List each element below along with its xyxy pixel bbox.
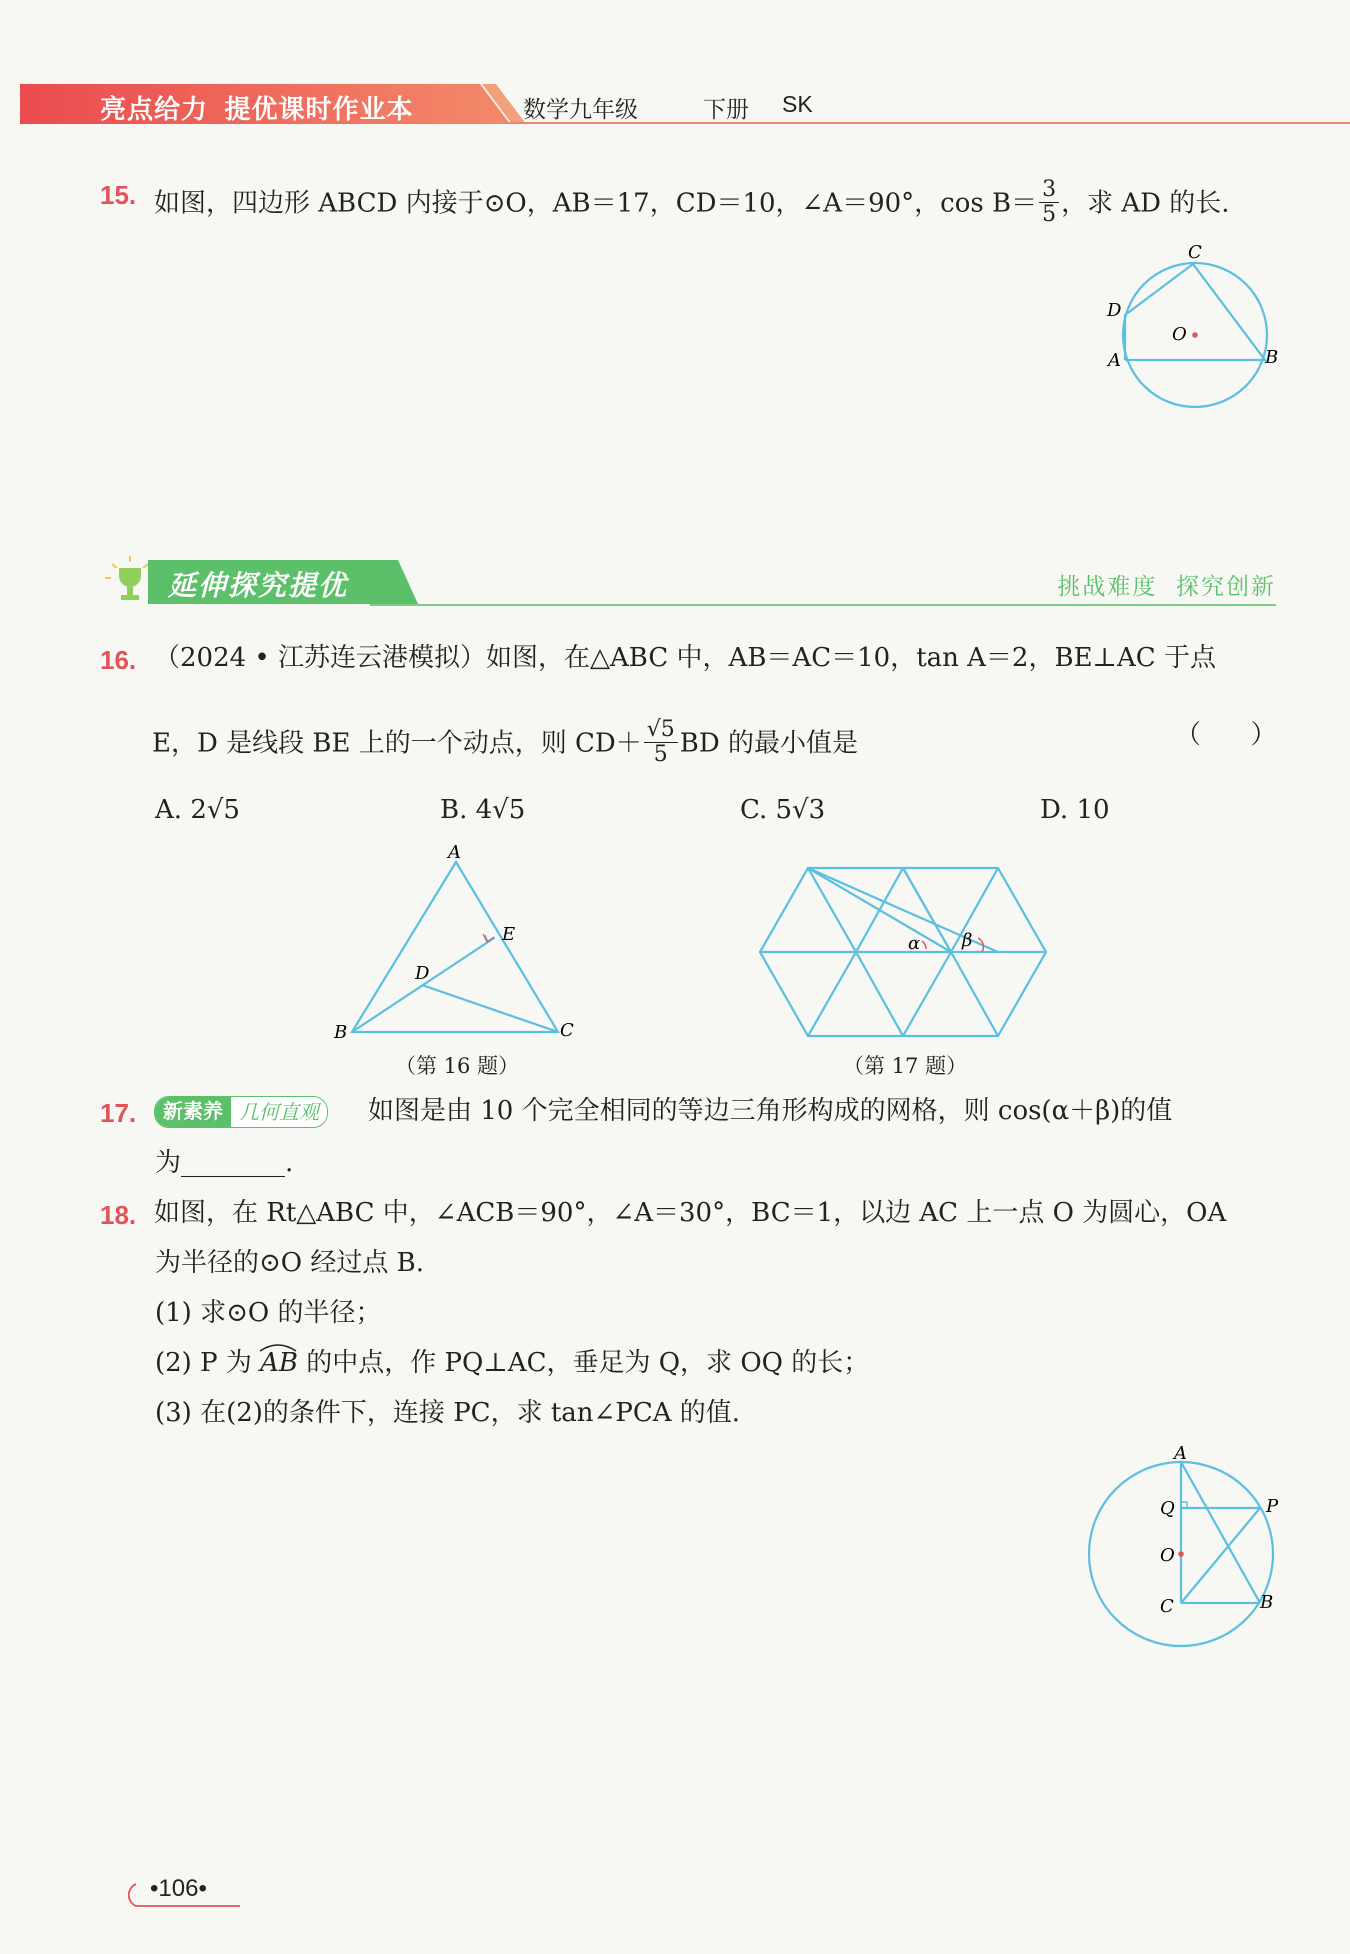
section-subtitle: 挑战难度 探究创新 xyxy=(1057,574,1276,600)
q16-option-a-label: A. xyxy=(155,795,183,825)
q16-fraction xyxy=(644,718,678,767)
q16-line1: （2024 • 江苏连云港模拟）如图，在△ABC 中，AB＝AC＝10，tan A＝2，BE⊥AC 于点 xyxy=(154,643,1216,673)
q17-figure xyxy=(750,860,1060,1040)
volume: 下册 xyxy=(703,96,749,122)
q18-figure xyxy=(1070,1440,1300,1660)
q16-frac-den: 5 xyxy=(653,742,668,767)
q18-label-C: C xyxy=(1160,1596,1174,1617)
arc-mark xyxy=(258,1342,298,1352)
q18-label-A: A xyxy=(1174,1443,1187,1464)
q16-option-c-value: 5√3 xyxy=(775,795,826,825)
q16-label-D: D xyxy=(415,963,430,984)
q18-part2-start: (2) P 为 xyxy=(155,1348,252,1378)
q15-text-main: 如图，四边形 ABCD 内接于⊙O，AB＝17，CD＝10，∠A＝90°，cos B＝ xyxy=(154,188,1038,219)
header-bar xyxy=(20,84,1334,124)
q16-line2-end: BD 的最小值是 xyxy=(679,728,858,759)
q17-line2: 为________. xyxy=(155,1148,294,1178)
page-number: •106• xyxy=(150,1875,207,1902)
q16-figure xyxy=(320,840,590,1040)
q16-line2 xyxy=(152,717,858,769)
q15-text-end: ，求 AD 的长. xyxy=(1061,188,1230,219)
q18-part2-end: 的中点，作 PQ⊥AC，垂足为 Q，求 OQ 的长； xyxy=(306,1348,870,1378)
q15-text xyxy=(154,177,1230,229)
q16-answer-paren: （ ） xyxy=(1175,720,1277,750)
q18-label-O: O xyxy=(1160,1545,1175,1566)
q15-fraction xyxy=(1039,178,1059,227)
q16-option-d-label: D. xyxy=(1040,795,1069,825)
q16-option-b xyxy=(440,797,525,823)
series-title: 亮点给力 提优课时作业本 xyxy=(100,94,414,124)
section-banner xyxy=(100,558,1276,608)
section-rule xyxy=(370,604,1276,606)
q18-line2: 为半径的⊙O 经过点 B. xyxy=(155,1248,425,1278)
q18-label-P: P xyxy=(1266,1496,1279,1517)
q17-tag-primary: 新素养 xyxy=(155,1097,231,1127)
q16-option-c-label: C. xyxy=(740,795,768,825)
q16-option-d-value: 10 xyxy=(1076,795,1110,825)
subject: 数学九年级 xyxy=(523,96,638,122)
q17-tag-secondary: 几何直观 xyxy=(231,1097,327,1127)
q18-arc-ab xyxy=(260,1350,298,1376)
q15-label-B: B xyxy=(1265,347,1279,368)
header-rule xyxy=(500,122,1350,124)
q17-label-alpha: α xyxy=(908,933,921,954)
q16-line2-start: E，D 是线段 BE 上的一个动点，则 CD＋ xyxy=(152,728,642,759)
q16-option-a-value: 2√5 xyxy=(190,795,240,825)
q18-line1: 如图，在 Rt△ABC 中，∠ACB＝90°，∠A＝30°，BC＝1，以边 AC 上一点 O 为圆心，OA xyxy=(154,1198,1227,1228)
q15-label-A: A xyxy=(1108,350,1121,371)
q16-option-b-value: 4√5 xyxy=(475,795,526,825)
q17-caption: （第 17 题） xyxy=(843,1054,968,1078)
section-title: 延伸探究提优 xyxy=(168,570,349,601)
q18-label-Q: Q xyxy=(1160,1498,1175,1519)
q18-number: 18. xyxy=(100,1200,137,1230)
q16-label-E: E xyxy=(502,924,516,945)
q15-frac-num: 3 xyxy=(1039,178,1059,203)
q16-option-b-label: B. xyxy=(440,795,468,825)
q16-option-c xyxy=(740,797,825,823)
q16-frac-num: √5 xyxy=(644,718,678,743)
q15-label-O: O xyxy=(1172,324,1187,345)
q17-tag xyxy=(154,1096,328,1128)
q17-line1: 如图是由 10 个完全相同的等边三角形构成的网格，则 cos(α＋β)的值 xyxy=(368,1096,1173,1126)
q16-number: 16. xyxy=(100,645,137,675)
q16-option-d xyxy=(1040,797,1110,823)
q15-frac-den: 5 xyxy=(1042,202,1057,227)
q15-figure xyxy=(1095,240,1295,420)
q15-label-D: D xyxy=(1107,300,1122,321)
q16-label-A: A xyxy=(448,842,461,863)
q16-caption: （第 16 题） xyxy=(395,1054,520,1078)
q18-label-B: B xyxy=(1260,1592,1274,1613)
q15-number: 15. xyxy=(100,180,137,210)
q16-label-B: B xyxy=(334,1022,348,1040)
q16-option-a xyxy=(155,797,240,823)
q16-label-C: C xyxy=(560,1020,574,1040)
q15-label-C: C xyxy=(1188,242,1202,263)
q18-part2 xyxy=(155,1350,869,1376)
q18-part3: (3) 在(2)的条件下，连接 PC，求 tan∠PCA 的值. xyxy=(155,1398,741,1428)
edition: SK xyxy=(782,91,813,117)
q17-label-beta: β xyxy=(962,930,973,951)
q18-arc-label: AB xyxy=(260,1348,299,1378)
q18-part1: (1) 求⊙O 的半径； xyxy=(155,1298,382,1328)
q17-number: 17. xyxy=(100,1098,137,1128)
